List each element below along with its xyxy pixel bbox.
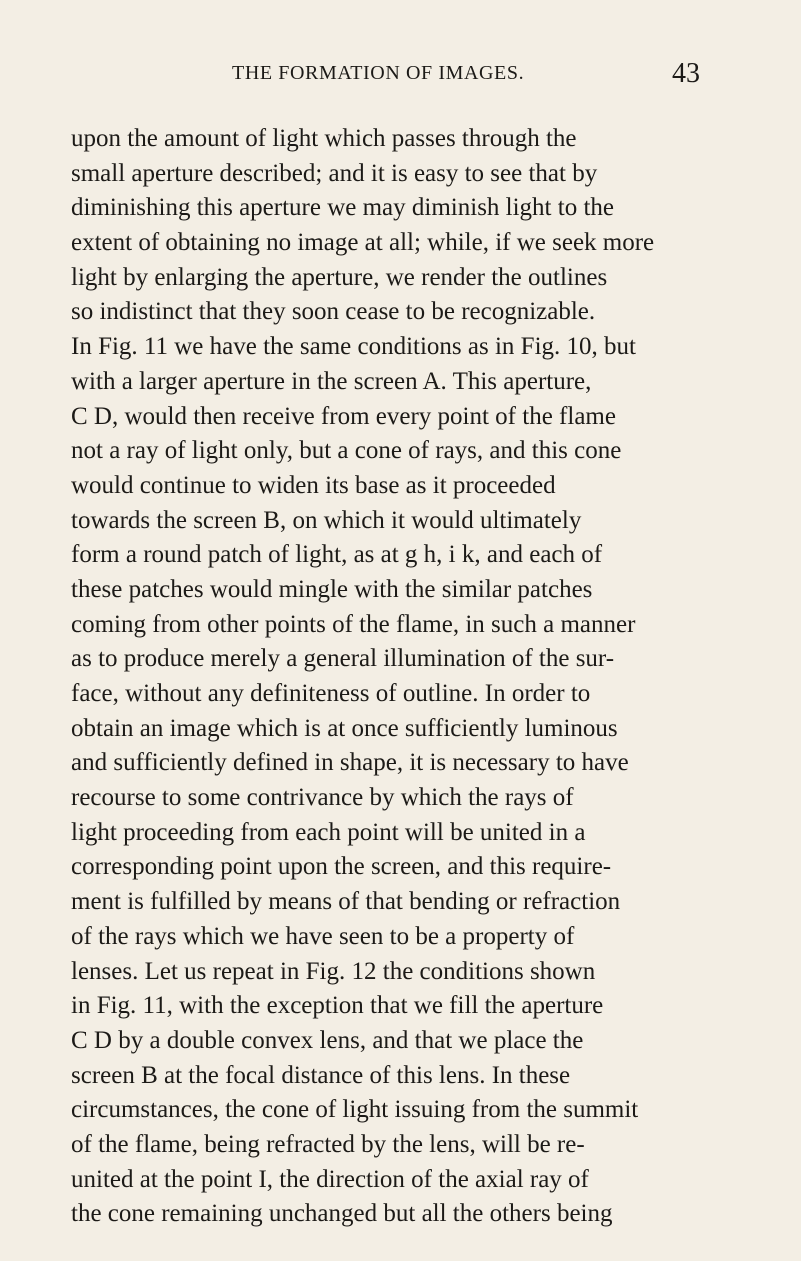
text-line: C D by a double convex lens, and that we place the — [71, 1026, 584, 1054]
text-line: lenses. Let us repeat in Fig. 12 the conditions shown — [71, 957, 596, 985]
text-line: and sufficiently defined in shape, it is necessary to have — [71, 749, 629, 777]
text-line: would continue to widen its base as it proceeded — [71, 471, 556, 499]
text-line: in Fig. 11, with the exception that we fill the aperture — [71, 992, 604, 1020]
running-head-title: THE FORMATION OF IMAGES. — [232, 62, 525, 84]
text-line: C D, would then receive from every point of the flame — [71, 402, 616, 430]
page-number: 43 — [672, 58, 700, 89]
text-line: screen B at the focal distance of this lens. In these — [71, 1061, 571, 1089]
text-line: face, without any definiteness of outline. In order to — [71, 680, 591, 707]
text-line: so indistinct that they soon cease to be recognizable. — [71, 298, 596, 326]
text-line: the cone remaining unchanged but all the others being — [71, 1200, 613, 1228]
text-line: In Fig. 11 we have the same conditions as in Fig. 10, but — [71, 333, 636, 361]
text-line: diminishing this aperture we may diminish light to the — [71, 194, 614, 222]
text-line: not a ray of light only, but a cone of rays, and this cone — [71, 437, 622, 465]
body-text — [71, 122, 719, 1232]
text-line: light proceeding from each point will be united in a — [71, 818, 586, 846]
text-line: recourse to some contrivance by which the rays of — [71, 784, 574, 812]
text-line: extent of obtaining no image at all; while, if we seek more — [71, 229, 655, 257]
text-line: these patches would mingle with the similar patches — [71, 575, 593, 603]
text-line: with a larger aperture in the screen A. This aperture, — [71, 367, 592, 395]
text-line: united at the point I, the direction of the axial ray of — [71, 1165, 589, 1193]
text-line: corresponding point upon the screen, and this require- — [71, 853, 612, 881]
text-line: ment is fulfilled by means of that bending or refraction — [71, 888, 621, 916]
text-line: towards the screen B, on which it would ultimately — [71, 506, 582, 534]
text-line: obtain an image which is at once sufficiently luminous — [71, 714, 618, 742]
text-line: circumstances, the cone of light issuing from the summit — [71, 1096, 639, 1124]
text-line: small aperture described; and it is easy to see that by — [71, 159, 598, 187]
text-line: upon the amount of light which passes through the — [71, 125, 577, 152]
text-line: as to produce merely a general illumination of the sur- — [71, 645, 615, 673]
text-line: light by enlarging the aperture, we render the outlines — [71, 263, 608, 291]
text-line: coming from other points of the flame, in such a manner — [71, 610, 636, 638]
text-line: form a round patch of light, as at g h, i k, and each of — [71, 541, 603, 569]
text-line: of the rays which we have seen to be a property of — [71, 922, 575, 950]
text-line: of the flame, being refracted by the lens, will be re- — [71, 1130, 585, 1158]
